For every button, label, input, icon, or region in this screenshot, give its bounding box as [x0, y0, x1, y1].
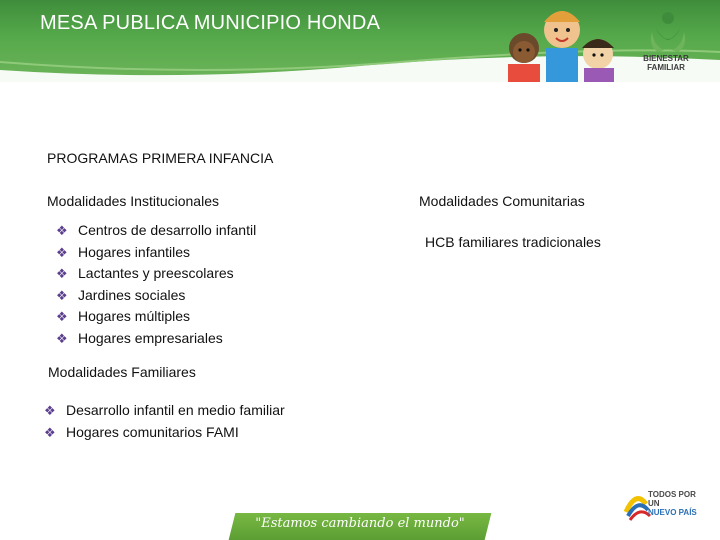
gov-logo-text [648, 490, 708, 517]
list-item-label: Centros de desarrollo infantil [78, 222, 257, 238]
family-list [44, 400, 285, 443]
bienestar-familiar-logo-text [632, 54, 700, 72]
list-item [44, 400, 285, 422]
diamond-bullet-icon: ❖ [56, 330, 68, 346]
list-item [56, 263, 256, 285]
list-item-label: Hogares empresariales [78, 329, 223, 346]
diamond-bullet-icon: ❖ [56, 223, 68, 238]
children-illustration-icon [498, 0, 626, 82]
institutional-title: Modalidades Institucionales [47, 193, 219, 209]
page-title: MESA PUBLICA MUNICIPIO HONDA [40, 12, 381, 34]
section-title: PROGRAMAS PRIMERA INFANCIA [47, 150, 274, 166]
institutional-list [56, 220, 256, 350]
footer-slogan: "Estamos cambiando el mundo" [255, 516, 465, 531]
diamond-bullet-icon: ❖ [56, 244, 68, 260]
list-item [56, 220, 256, 242]
list-item-label: Desarrollo infantil en medio familiar [66, 402, 285, 418]
gov-text-line1: TODOS POR UN [648, 490, 696, 508]
list-item-label: Jardines sociales [78, 286, 186, 303]
diamond-bullet-icon: ❖ [56, 266, 68, 282]
list-item [56, 306, 256, 328]
list-item [56, 242, 256, 264]
community-item: HCB familiares tradicionales [425, 234, 601, 250]
logo-text-line2: FAMILIAR [647, 63, 685, 72]
logo-text-line1: BIENESTAR [643, 54, 689, 63]
list-item [56, 285, 256, 307]
community-title: Modalidades Comunitarias [419, 193, 585, 209]
diamond-bullet-icon: ❖ [44, 424, 56, 440]
diamond-bullet-icon: ❖ [44, 403, 56, 418]
gov-text-line2: NUEVO PAÍS [648, 508, 697, 517]
list-item-label: Hogares múltiples [78, 308, 191, 325]
diamond-bullet-icon: ❖ [56, 309, 68, 325]
list-item [44, 422, 285, 444]
diamond-bullet-icon: ❖ [56, 287, 68, 303]
list-item-label: Hogares comunitarios FAMI [66, 423, 239, 440]
list-item [56, 328, 256, 350]
list-item-label: Lactantes y preescolares [78, 265, 234, 282]
family-title: Modalidades Familiares [48, 364, 196, 380]
list-item-label: Hogares infantiles [78, 243, 191, 260]
